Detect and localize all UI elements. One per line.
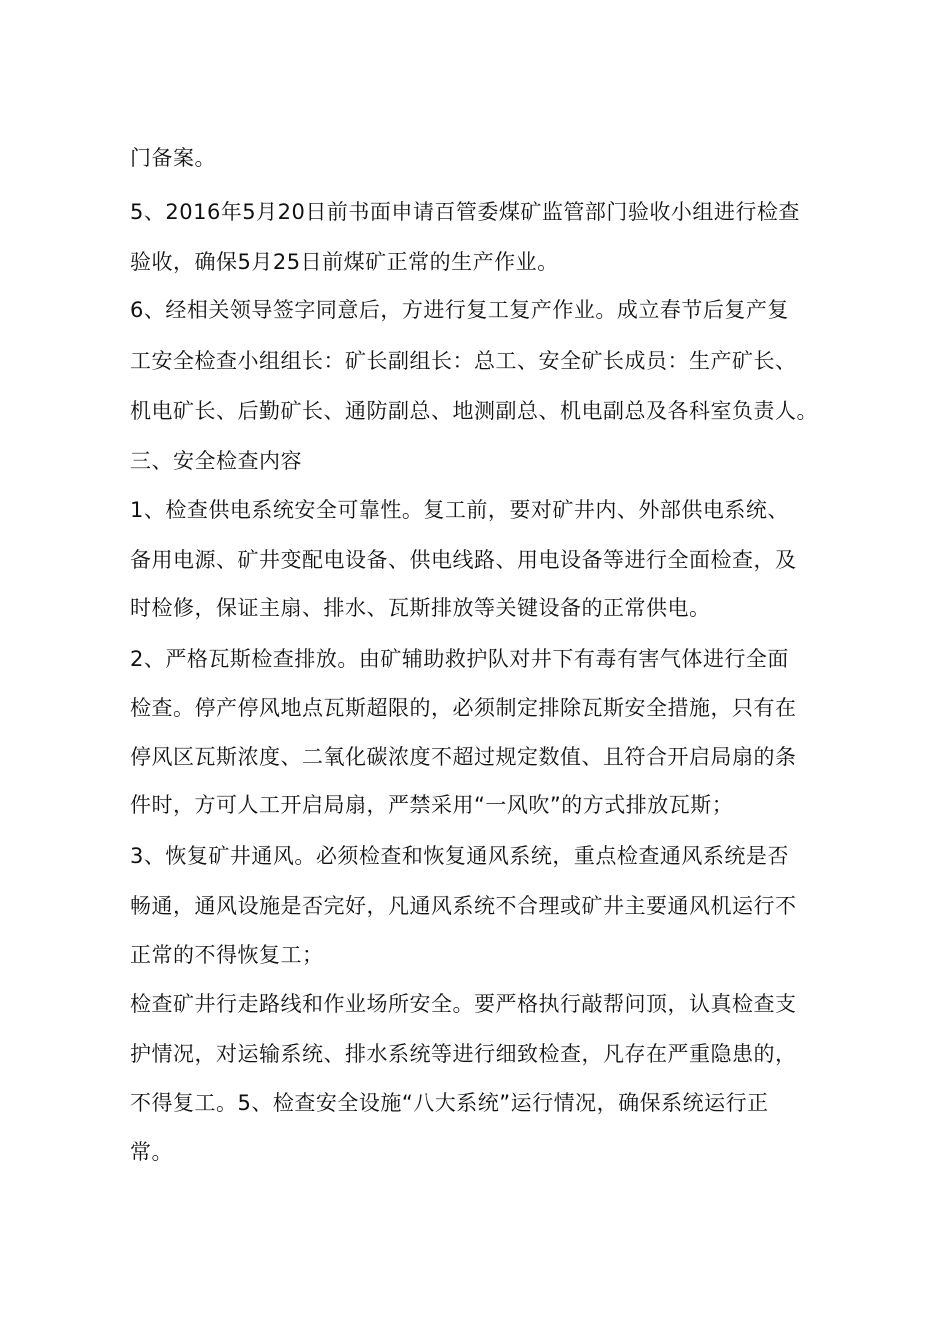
text-line: 畅通，通风设施是否完好，凡通风系统不合理或矿井主要通风机运行不 xyxy=(130,894,797,918)
text-line: 3、恢复矿井通风。必须检查和恢复通风系统，重点检查通风系统是否 xyxy=(130,844,789,868)
text-line: 常。 xyxy=(130,1140,173,1164)
text-line: 停风区瓦斯浓度、二氧化碳浓度不超过规定数值、且符合开启局扇的条 xyxy=(130,745,797,769)
text-line: 5、2016年5月20日前书面申请百管委煤矿监管部门验收小组进行检查 xyxy=(130,200,800,224)
text-line: 检查。停产停风地点瓦斯超限的，必须制定排除瓦斯安全措施，只有在 xyxy=(130,696,797,720)
section-heading: 三、安全检查内容 xyxy=(130,449,302,473)
text-line: 6、经相关领导签字同意后，方进行复工复产作业。成立春节后复产复 xyxy=(130,298,789,322)
text-line: 2、严格瓦斯检查排放。由矿辅助救护队对井下有毒有害气体进行全面 xyxy=(130,647,789,671)
text-line: 检查矿井行走路线和作业场所安全。要严格执行敲帮问顶，认真检查支 xyxy=(130,992,797,1016)
text-line: 验收，确保5月25日前煤矿正常的生产作业。 xyxy=(130,250,559,274)
text-line: 1、检查供电系统安全可靠性。复工前，要对矿井内、外部供电系统、 xyxy=(130,498,789,522)
text-line: 备用电源、矿井变配电设备、供电线路、用电设备等进行全面检查，及 xyxy=(130,548,797,572)
text-line: 护情况，对运输系统、排水系统等进行细致检查，凡存在严重隐患的， xyxy=(130,1042,797,1066)
text-line: 机电矿长、后勤矿长、通防副总、地测副总、机电副总及各科室负责人。 xyxy=(130,399,818,423)
text-line: 件时，方可人工开启局扇，严禁采用“一风吹”的方式排放瓦斯； xyxy=(130,793,734,817)
text-line: 不得复工。5、检查安全设施“八大系统”运行情况，确保系统运行正 xyxy=(130,1091,769,1115)
text-line: 正常的不得恢复工； xyxy=(130,943,324,967)
text-line: 门备案。 xyxy=(130,146,216,170)
text-line: 时检修，保证主扇、排水、瓦斯排放等关键设备的正常供电。 xyxy=(130,596,711,620)
text-line: 工安全检查小组组长：矿长副组长：总工、安全矿长成员：生产矿长、 xyxy=(130,349,797,373)
